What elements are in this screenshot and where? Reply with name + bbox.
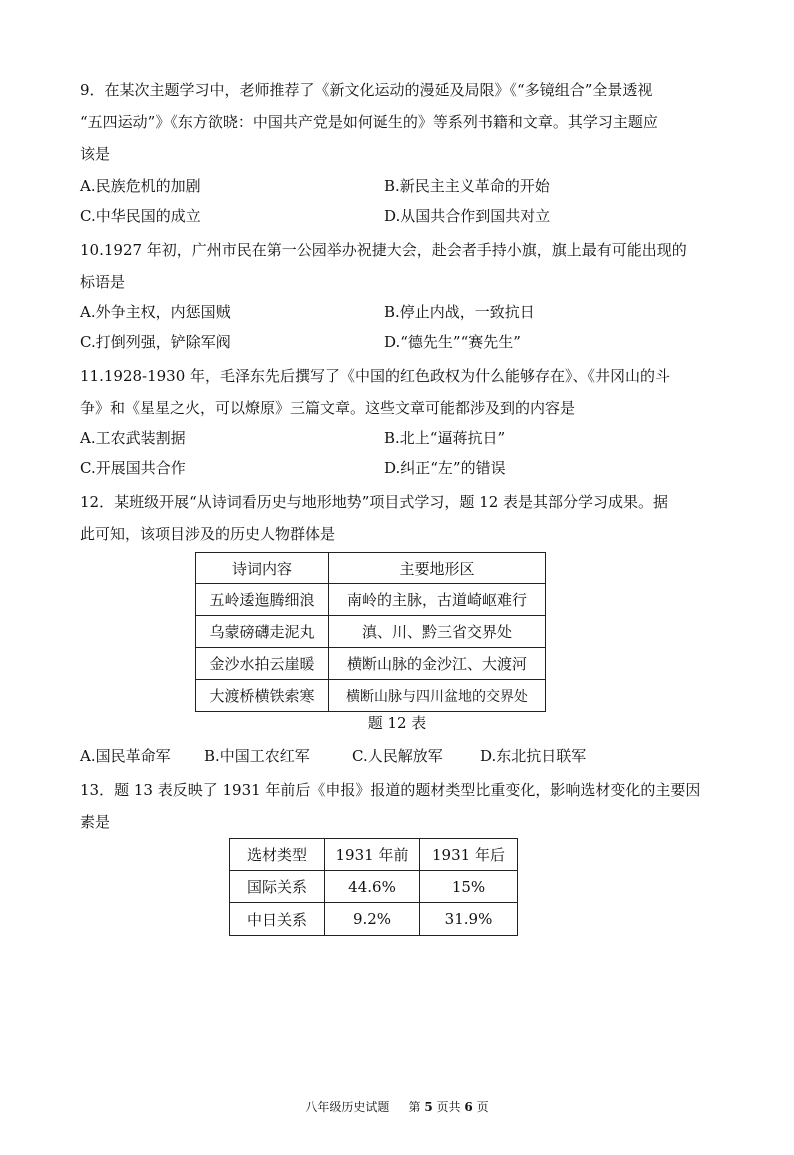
footer-title: 八年级历史试题 <box>305 1100 390 1114</box>
footer-page-number: 5 <box>424 1100 433 1114</box>
q12-stem-line2: 此可知，该项目涉及的历史人物群体是 <box>80 525 336 543</box>
q10-stem-line1: 10.1927 年初，广州市民在第一公园举办祝捷大会，赴会者手持小旗，旗上最有可能出现的 <box>80 241 687 259</box>
q11-stem-line1: 11.1928-1930 年，毛泽东先后撰写了《中国的红色政权为什么能够存在》、《井冈山的斗 <box>80 367 671 385</box>
q11-option-b: B.北上“逼蒋抗日” <box>384 429 506 447</box>
page-footer <box>0 1098 794 1115</box>
table-cell: 31.9% <box>420 903 518 936</box>
q9-option-d: D.从国共合作到国共对立 <box>384 207 551 225</box>
table-cell: 中日关系 <box>230 903 325 936</box>
q11-option-d: D.纠正“左”的错误 <box>384 459 506 477</box>
q13-stem-line1: 13．题 13 表反映了 1931 年前后《申报》报道的题材类型比重变化，影响选材变化的主要因 <box>80 781 701 799</box>
q9-stem-line1: 9．在某次主题学习中，老师推荐了《新文化运动的漫延及局限》《“多镜组合”全景透视 <box>80 81 653 99</box>
table-cell: 15% <box>420 871 518 903</box>
q12-table <box>195 552 546 712</box>
q9-option-c: C.中华民国的成立 <box>80 207 201 225</box>
table-row <box>230 871 518 903</box>
table-cell: 南岭的主脉，古道崎岖难行 <box>329 584 546 616</box>
table-cell: 9.2% <box>325 903 420 936</box>
table-header-row <box>196 553 546 584</box>
table-cell: 金沙水拍云崖暖 <box>196 648 329 680</box>
table-header-cell: 1931 年后 <box>420 839 518 871</box>
q11-stem-line2: 争》和《星星之火，可以燎原》三篇文章。这些文章可能都涉及到的内容是 <box>80 399 576 417</box>
q13-stem-line2: 素是 <box>80 813 111 831</box>
q11-option-a: A.工农武装割据 <box>80 429 186 447</box>
q9-option-b: B.新民主主义革命的开始 <box>384 177 550 195</box>
q12-option-c: C.人民解放军 <box>352 747 443 765</box>
table-header-cell: 主要地形区 <box>329 553 546 584</box>
table-cell: 五岭逶迤腾细浪 <box>196 584 329 616</box>
q11-option-c: C.开展国共合作 <box>80 459 186 477</box>
q10-option-d: D.“德先生”“赛先生” <box>384 333 521 351</box>
footer-page-total: 6 <box>464 1100 473 1114</box>
footer-page-pre: 第 <box>408 1100 421 1114</box>
q10-option-b: B.停止内战，一致抗日 <box>384 303 535 321</box>
table-header-cell: 选材类型 <box>230 839 325 871</box>
table-row <box>196 648 546 680</box>
q13-table <box>229 838 518 936</box>
q12-option-a: A.国民革命军 <box>80 747 171 765</box>
table-row <box>196 616 546 648</box>
table-cell: 横断山脉的金沙江、大渡河 <box>329 648 546 680</box>
q10-option-c: C.打倒列强，铲除军阀 <box>80 333 231 351</box>
footer-page-mid: 页共 <box>436 1100 461 1114</box>
table-header-cell: 1931 年前 <box>325 839 420 871</box>
table-cell: 横断山脉与四川盆地的交界处 <box>329 680 546 712</box>
footer-page-post: 页 <box>476 1100 489 1114</box>
table-header-row <box>230 839 518 871</box>
q10-stem-line2: 标语是 <box>80 273 126 291</box>
q9-stem-line3: 该是 <box>80 145 111 163</box>
q12-option-d: D.东北抗日联军 <box>480 747 587 765</box>
q12-option-b: B.中国工农红军 <box>204 747 310 765</box>
q12-table-caption: 题 12 表 <box>367 714 427 732</box>
q12-stem-line1: 12．某班级开展“从诗词看历史与地形地势”项目式学习，题 12 表是其部分学习成果。据 <box>80 493 669 511</box>
table-row <box>230 903 518 936</box>
q9-stem-line2: “五四运动”》《东方欲晓：中国共产党是如何诞生的》等系列书籍和文章。其学习主题应 <box>80 113 658 131</box>
table-cell: 乌蒙磅礴走泥丸 <box>196 616 329 648</box>
q10-option-a: A.外争主权，内惩国贼 <box>80 303 231 321</box>
q9-option-a: A.民族危机的加剧 <box>80 177 201 195</box>
table-row <box>196 584 546 616</box>
table-cell: 44.6% <box>325 871 420 903</box>
table-cell: 国际关系 <box>230 871 325 903</box>
table-cell: 大渡桥横铁索寒 <box>196 680 329 712</box>
table-header-cell: 诗词内容 <box>196 553 329 584</box>
table-row <box>196 680 546 712</box>
table-cell: 滇、川、黔三省交界处 <box>329 616 546 648</box>
